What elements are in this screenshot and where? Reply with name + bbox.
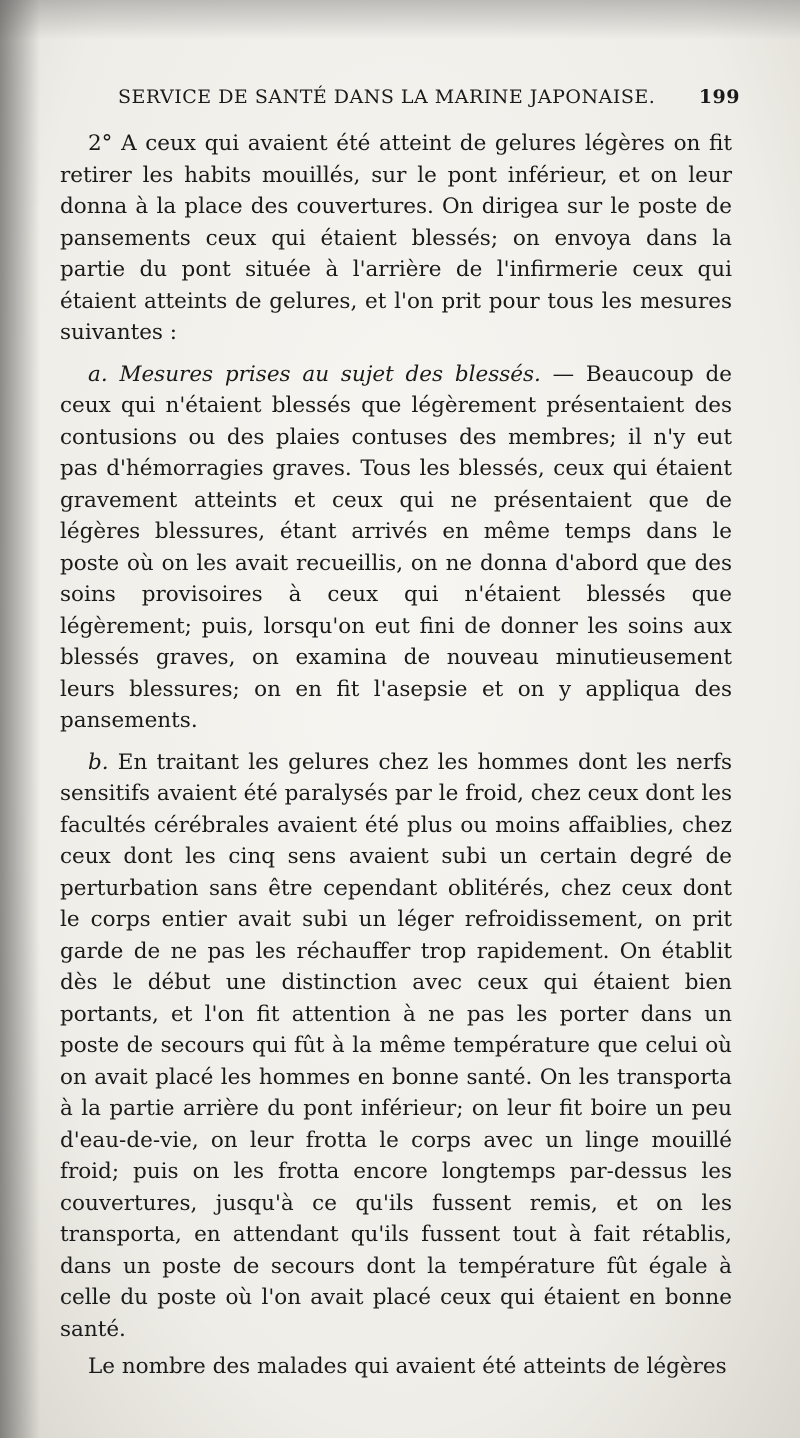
paragraph-1: 2° A ceux qui avaient été atteint de gelures légères on fit retirer les habits mouillés, sur le pont inférieur, et on leur donna à la place des couvertures. On dirigea sur le poste de pansements ceux qui étaient blessés; on envoya dans la partie du pont située à l'arrière de l'infirmerie ceux qui étaient atteints de gelures, et l'on prit pour tous les mesures suivantes : — [60, 131, 732, 345]
paragraph-b-label: b. — [88, 749, 109, 775]
paragraph-4: Le nombre des malades qui avaient été atteints de légères — [88, 1354, 727, 1379]
paragraph-a — [60, 359, 732, 737]
running-header — [118, 86, 740, 116]
paragraph-b — [60, 747, 732, 1346]
paragraph-a-heading: a. Mesures prises au sujet des blessés. — [88, 361, 541, 387]
page-number: 199 — [698, 86, 740, 108]
paragraph-b-text: En traitant les gelures chez les hommes dont les nerfs sensitifs avaient été paralysés par le froid, chez ceux dont les facultés cérébrales avaient été plus ou moins affaiblies, chez ceux dont les cinq sens avaient subi un certain degré de perturbation sans être cependant oblitérés, chez ceux dont le corps entier avait subi un léger refroidissement, on prit garde de ne pas les réchauffer trop rapidement. On établit dès le début une distinction avec ceux qui étaient bien portants, et l'on fit attention à ne pas les porter dans un poste de secours qui fût à la même température que celui où on avait placé les hommes en bonne santé. On les transporta à la partie arrière du pont inférieur; on leur fit boire un peu d'eau-de-vie, on leur frotta le corps avec un linge mouillé froid; puis on les frotta encore longtemps par-dessus les couvertures, jusqu'à ce qu'ils fussent remis, et on les transporta, en attendant qu'ils fussent tout à fait rétablis, dans un poste de secours dont la température fût égale à celle du poste où l'on avait placé ceux qui étaient en bonne santé. — [60, 749, 732, 1342]
page-shadow-left — [0, 0, 40, 1438]
running-title: SERVICE DE SANTÉ DANS LA MARINE JAPONAISE. — [118, 86, 656, 108]
page-shadow-top — [0, 0, 800, 40]
body-text — [60, 128, 732, 1393]
paragraph-a-text: — Beaucoup de ceux qui n'étaient blessés que légèrement présentaient des contusions ou des plaies contuses des membres; il n'y eut pas d'hémorragies graves. Tous les blessés, ceux qui étaient gravement atteints et ceux qui ne présentaient que de légères blessures, étant arrivés en même temps dans le poste où on les avait recueillis, on ne donna d'abord que des soins provisoires à ceux qui n'étaient blessés que légèrement; puis, lorsqu'on eut fini de donner les soins aux blessés graves, on examina de nouveau minutieusement leurs blessures; on en fit l'asepsie et on y appliqua des pansements. — [60, 361, 732, 733]
